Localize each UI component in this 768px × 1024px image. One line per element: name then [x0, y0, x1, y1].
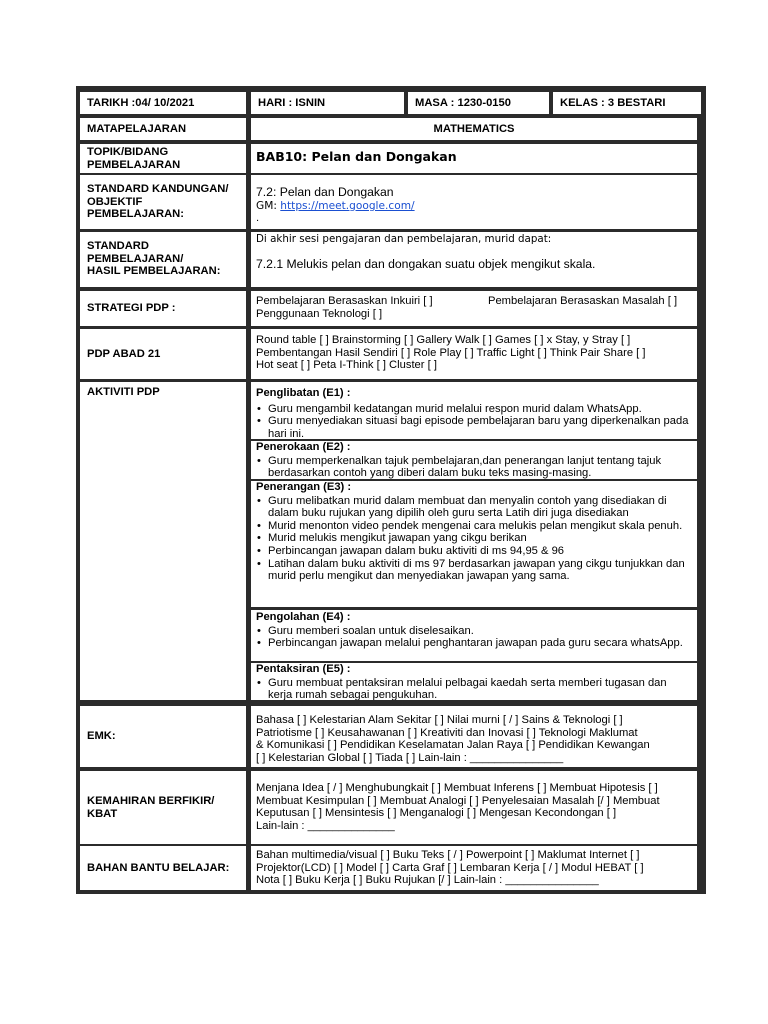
e5-title: Pentaksiran (E5) : — [256, 663, 351, 675]
google-meet-line — [256, 199, 697, 213]
standard-pembelajaran-label-cell — [80, 232, 246, 287]
topik-label-1: TOPIK/BIDANG — [87, 146, 169, 158]
hari-cell — [251, 92, 404, 114]
pdp-abad-line-2: Pembentangan Hasil Sendiri [ ] Role Play [ ] Traffic Light [ ] Think Pair Share [ ] — [256, 346, 646, 359]
strategi-label-cell — [80, 291, 246, 326]
list-item: • Guru memberi soalan untuk diselesaikan. — [254, 625, 693, 638]
matapelajaran-label: MATAPELAJARAN — [87, 123, 187, 135]
list-item: • Guru membuat pentaksiran melalui pelbagai kaedah serta memberi tugasan dan kerja rumah sebagai pengukuhan. — [254, 677, 693, 700]
list-item: • Guru mengambil kedatangan murid melalui respon murid dalam WhatsApp. — [254, 403, 693, 416]
pdp-abad-label: PDP ABAD 21 — [87, 347, 161, 360]
pdp-abad-line-1: Round table [ ] Brainstorming [ ] Gallery Walk [ ] Games [ ] x Stay, y Stray [ ] — [256, 334, 631, 346]
list-item: • Murid melukis mengikut jawapan yang cikgu berikan — [254, 532, 693, 545]
e3-list — [254, 495, 693, 583]
standard-kandungan-label-1: STANDARD KANDUNGAN/ — [87, 183, 229, 195]
kbat-label-2: KBAT — [87, 807, 118, 820]
aktiviti-label-cell — [80, 382, 246, 700]
pdp-abad-value-cell — [251, 329, 697, 379]
emk-line-2: Patriotisme [ ] Keusahawanan [ ] Kreativiti dan Inovasi [ ] Teknologi Maklumat — [256, 726, 638, 739]
emk-value-cell — [251, 706, 697, 767]
hari-text: HARI : ISNIN — [258, 97, 326, 109]
kbat-value-cell — [251, 771, 697, 844]
matapelajaran-value-cell — [251, 118, 697, 140]
standard-pembelajaran-label-3: HASIL PEMBELAJARAN: — [87, 265, 221, 278]
e2-cell — [251, 441, 697, 479]
google-meet-link[interactable]: https://meet.google.com/ — [280, 200, 415, 212]
bahan-label: BAHAN BANTU BELAJAR: — [87, 861, 230, 874]
list-item: • Guru melibatkan murid dalam membuat dan menyalin contoh yang disediakan di dalam buku rujukan yang dipilih oleh guru serta Latih diri juga disediakan — [254, 495, 693, 520]
kbat-label-cell — [80, 771, 246, 844]
emk-label-cell — [80, 706, 246, 767]
e1-cell — [251, 382, 697, 439]
learning-outcome: 7.2.1 Melukis pelan dan dongakan suatu objek mengikut skala. — [256, 256, 596, 271]
strategi-inkuiri: Pembelajaran Berasaskan Inkuiri [ ] — [256, 295, 433, 307]
topik-label-2: PEMBELAJARAN — [87, 158, 181, 171]
standard-pembelajaran-label-1: STANDARD — [87, 240, 149, 252]
topik-label-cell — [80, 144, 246, 173]
masa-text: MASA : 1230-0150 — [415, 97, 511, 109]
list-item: • Murid menonton video pendek mengenai cara melukis pelan mengikut skala penuh. — [254, 520, 693, 533]
emk-line-4: [ ] Kelestarian Global [ ] Tiada [ ] Lain-lain : _______________ — [256, 751, 564, 764]
emk-label: EMK: — [87, 730, 116, 743]
standard-kandungan-value-cell — [251, 175, 697, 229]
learning-outcome-intro: Di akhir sesi pengajaran dan pembelajaran, murid dapat: — [256, 233, 552, 245]
standard-kandungan-label-3: PEMBELAJARAN: — [87, 208, 184, 221]
pdp-abad-label-cell — [80, 329, 246, 379]
bahan-line-1: Bahan multimedia/visual [ ] Buku Teks [ / ] Powerpoint [ ] Maklumat Internet [ ] — [256, 849, 640, 861]
standard-kandungan-line-3: . — [256, 212, 260, 224]
kbat-label-1: KEMAHIRAN BERFIKIR/ — [87, 794, 215, 807]
standard-kandungan-label-2: OBJEKTIF — [87, 195, 143, 208]
standard-kandungan-line-1: 7.2: Pelan dan Dongakan — [256, 185, 394, 199]
kbat-line-2: Membuat Kesimpulan [ ] Membuat Analogi [ ] Penyelesaian Masalah [/ ] Membuat — [256, 794, 660, 807]
e1-list — [254, 403, 693, 439]
e2-title: Penerokaan (E2) : — [256, 441, 351, 453]
strategi-masalah: Pembelajaran Berasaskan Masalah [ ] — [488, 295, 678, 307]
standard-kandungan-label-cell — [80, 175, 246, 229]
e3-title: Penerangan (E3) : — [256, 481, 352, 493]
lesson-plan-table — [76, 86, 706, 894]
e3-cell — [251, 481, 697, 607]
strategi-value-cell — [251, 291, 697, 326]
tarikh-cell — [80, 92, 246, 114]
tarikh-text: TARIKH :04/ 10/2021 — [87, 97, 195, 109]
kbat-line-1: Menjana Idea [ / ] Menghubungkait [ ] Membuat Inferens [ ] Membuat Hipotesis [ ] — [256, 782, 658, 794]
aktiviti-label: AKTIVITI PDP — [87, 386, 160, 398]
e2-list — [254, 455, 693, 479]
e5-list — [254, 677, 693, 700]
kbat-line-3: Keputusan [ ] Mensintesis [ ] Menganalogi [ ] Mengesan Kecondongan [ ] — [256, 807, 617, 820]
kelas-text: KELAS : 3 BESTARI — [560, 97, 666, 109]
bahan-line-3: Nota [ ] Buku Kerja [ ] Buku Rujukan [/ ] Lain-lain : _______________ — [256, 874, 599, 887]
kbat-line-4: Lain-lain : ______________ — [256, 819, 395, 832]
kelas-cell — [553, 92, 701, 114]
subject-name: MATHEMATICS — [433, 123, 515, 135]
e1-title: Penglibatan (E1) : — [256, 387, 351, 399]
e5-cell — [251, 663, 697, 700]
list-item: • Perbincangan jawapan dalam buku aktiviti di ms 94,95 & 96 — [254, 545, 693, 558]
bahan-line-2: Projektor(LCD) [ ] Model [ ] Carta Graf [ ] Lembaran Kerja [ / ] Modul HEBAT [ ] — [256, 861, 644, 874]
standard-pembelajaran-value-cell — [251, 232, 697, 287]
strategi-teknologi: Penggunaan Teknologi [ ] — [256, 308, 383, 320]
list-item: • Latihan dalam buku aktiviti di ms 97 berdasarkan jawapan yang cikgu tunjukkan dan murid perlu mengikut dan menyediakan jawapan yang sama. — [254, 558, 693, 583]
bahan-value-cell — [251, 846, 697, 890]
masa-cell — [408, 92, 549, 114]
emk-line-3: & Komunikasi [ ] Pendidikan Keselamatan Jalan Raya [ ] Pendidikan Kewangan — [256, 739, 650, 752]
matapelajaran-label-cell — [80, 118, 246, 140]
strategi-label: STRATEGI PDP : — [87, 302, 176, 315]
list-item: • Guru menyediakan situasi bagi episode pembelajaran baru yang diperkenalkan pada hari ini. — [254, 415, 693, 439]
e4-title: Pengolahan (E4) : — [256, 611, 351, 623]
list-item: • Perbincangan jawapan melalui penghantaran jawapan pada guru secara whatsApp. — [254, 637, 693, 650]
topik-value-cell — [251, 144, 697, 173]
bahan-label-cell — [80, 846, 246, 890]
gm-prefix: GM: — [256, 200, 281, 212]
emk-line-1: Bahasa [ ] Kelestarian Alam Sekitar [ ] Nilai murni [ / ] Sains & Teknologi [ ] — [256, 714, 623, 726]
topic-title: BAB10: Pelan dan Dongakan — [256, 149, 457, 164]
e4-list — [254, 625, 693, 650]
pdp-abad-line-3: Hot seat [ ] Peta I-Think [ ] Cluster [ ] — [256, 359, 437, 372]
e4-cell — [251, 610, 697, 661]
list-item: • Guru memperkenalkan tajuk pembelajaran,dan penerangan lanjut tentang tajuk berdasarkan contoh yang diberi dalam buku teks masing-masing. — [254, 455, 693, 479]
standard-pembelajaran-label-2: PEMBELAJARAN/ — [87, 252, 184, 265]
